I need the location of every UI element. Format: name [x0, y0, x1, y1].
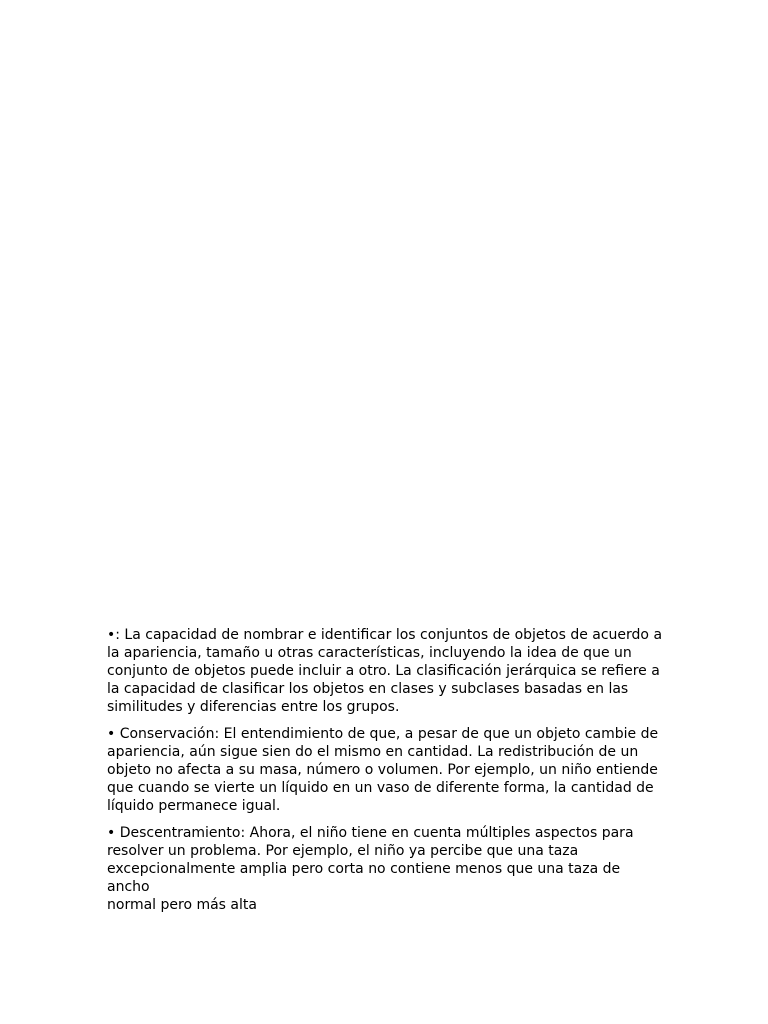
paragraph-clasificacion: •: La capacidad de nombrar e identificar los conjuntos de objetos de acuerdo a la apariencia, tamaño u otras características, incluyendo la idea de que un conjunto de objetos puede incluir a otro. La clasificación jerárquica se refiere a la capacidad de clasificar los objetos en clases y subclases basadas en las similitudes y diferencias entre los grupos. — [107, 627, 663, 715]
paragraph-conservacion: • Conservación: El entendimiento de que, a pesar de que un objeto cambie de apariencia, aún sigue sien do el mismo en cantidad. La redistribución de un objeto no afecta a su masa, número o volumen. Por ejemplo, un niño entiende que cuando se vierte un líquido en un vaso de diferente forma, la cantidad de líquido permanece igual. — [107, 726, 659, 814]
paragraph-descentramiento: • Descentramiento: Ahora, el niño tiene en cuenta múltiples aspectos para resolver un problema. Por ejemplo, el niño ya percibe que una taza excepcionalmente amplia pero corta no contiene menos que una taza de ancho normal pero más alta — [107, 825, 634, 913]
document-body — [107, 626, 667, 923]
